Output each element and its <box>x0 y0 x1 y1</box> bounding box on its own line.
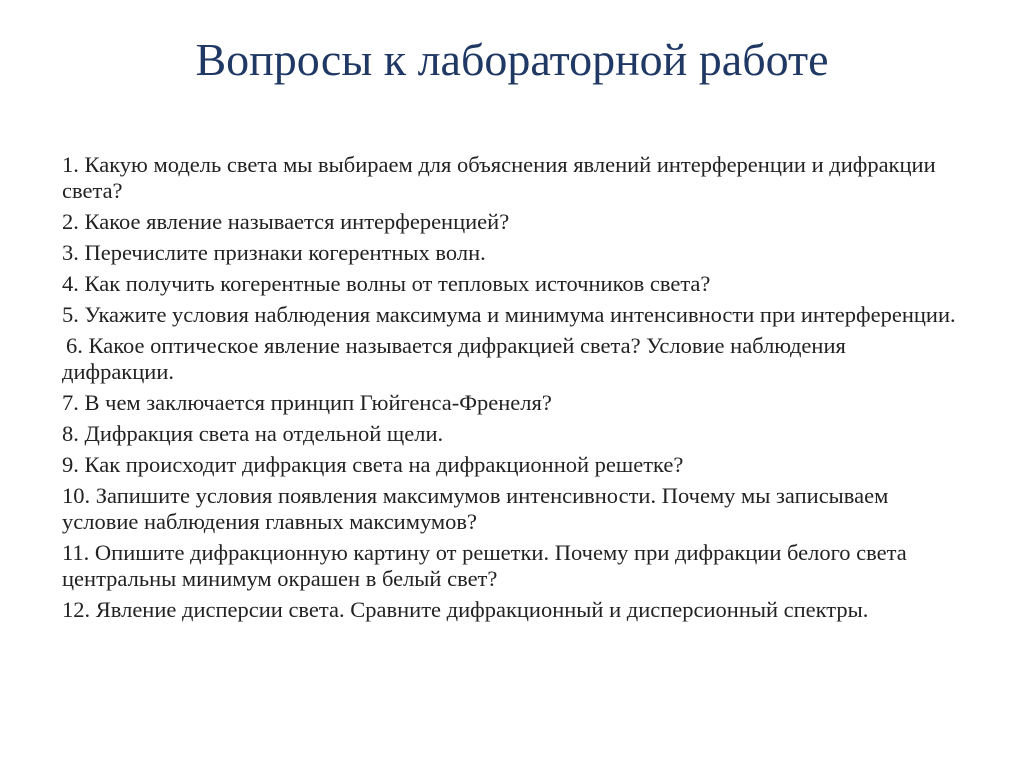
question-item-3: 3. Перечислите признаки когерентных волн. <box>62 240 486 265</box>
question-item-8: 8. Дифракция света на отдельной щели. <box>62 421 444 446</box>
question-item-9: 9. Как происходит дифракция света на дифракционной решетке? <box>62 452 684 477</box>
question-list <box>62 152 962 628</box>
question-item-2: 2. Какое явление называется интерференцией? <box>62 209 510 234</box>
question-item-4: 4. Как получить когерентные волны от тепловых источников света? <box>62 271 711 296</box>
question-item-12: 12. Явление дисперсии света. Сравните дифракционный и дисперсионный спектры. <box>62 597 869 622</box>
question-item-11: 11. Опишите дифракционную картину от решетки. Почему при дифракции белого света центральны минимум окрашен в белый свет? <box>62 540 907 591</box>
question-item-7: 7. В чем заключается принцип Гюйгенса-Френеля? <box>62 390 552 415</box>
question-item-6: 6. Какое оптическое явление называется дифракцией света? Условие наблюдения дифракции. <box>62 333 846 384</box>
question-item-5: 5. Укажите условия наблюдения максимума и минимума интенсивности при интерференции. <box>62 302 956 327</box>
question-item-10: 10. Запишите условия появления максимумов интенсивности. Почему мы записываем условие наблюдения главных максимумов? <box>62 483 889 534</box>
question-item-1: 1. Какую модель света мы выбираем для объяснения явлений интерференции и дифракции света? <box>62 152 936 203</box>
slide-title: Вопросы к лабораторной работе <box>195 34 829 85</box>
